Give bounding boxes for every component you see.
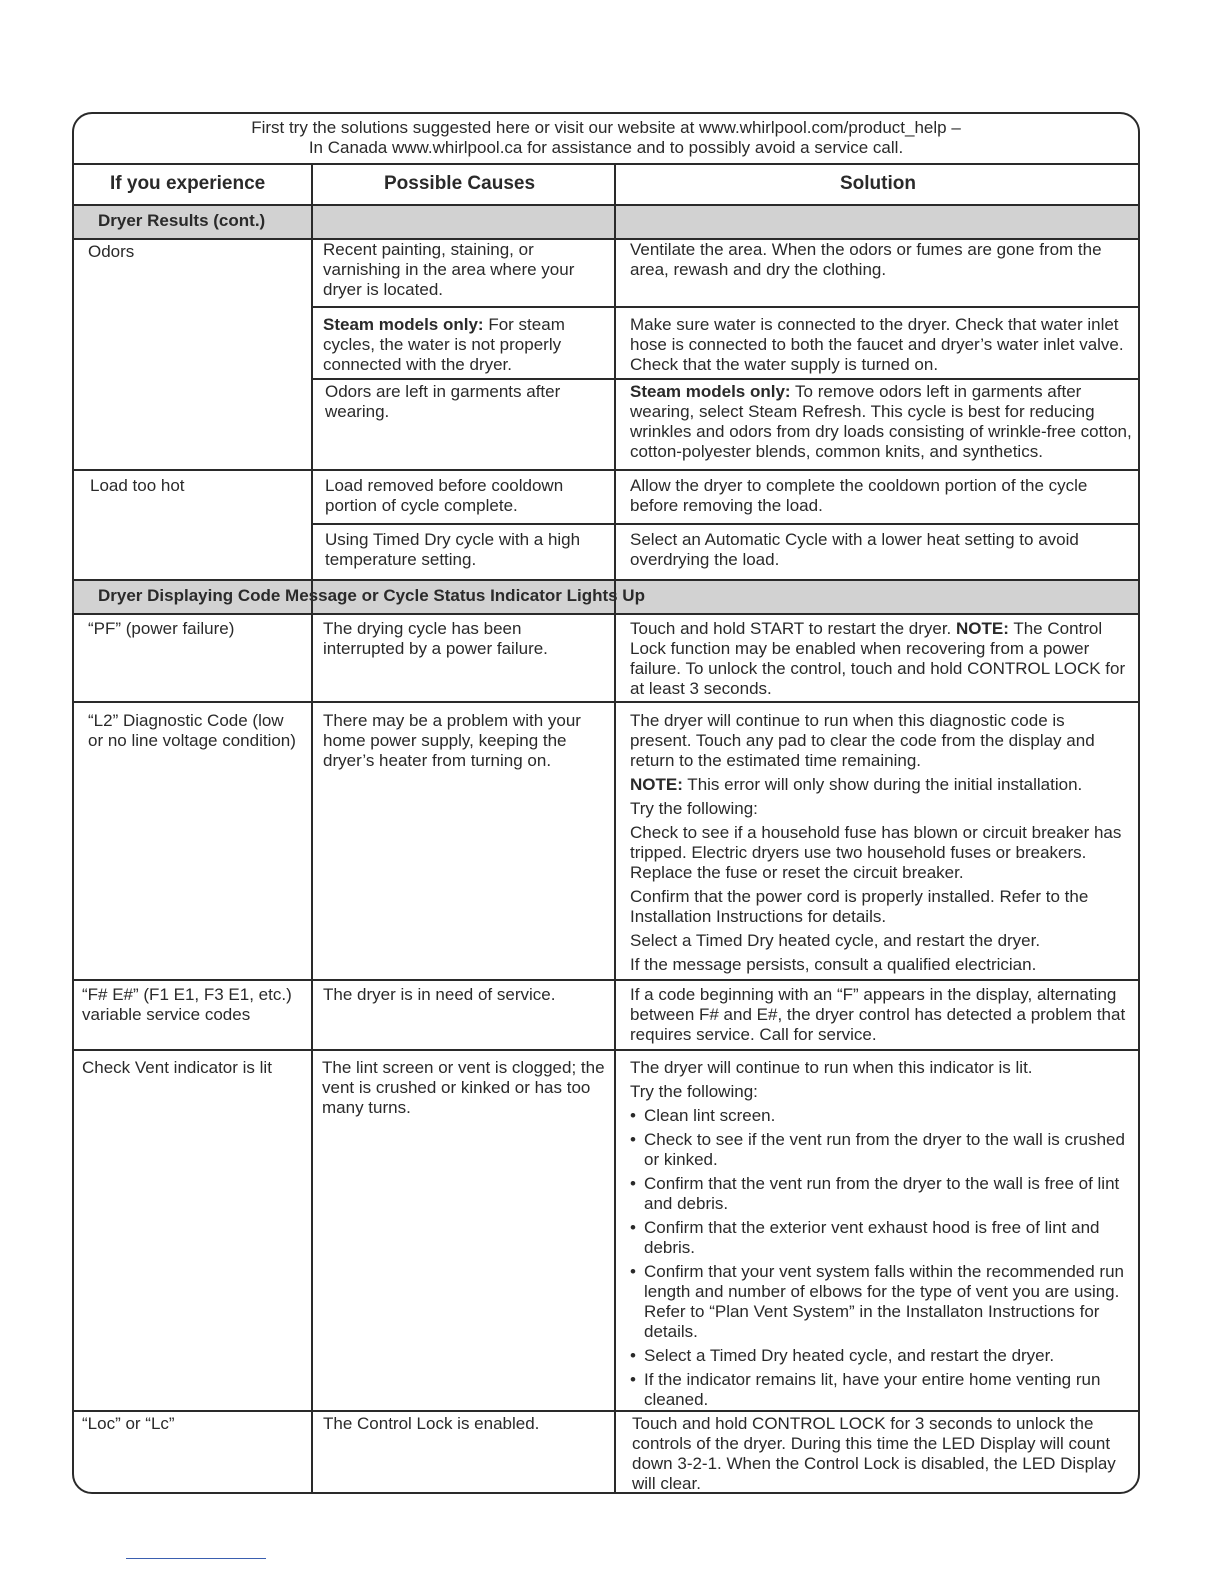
steam-models-label: Steam models only: xyxy=(323,315,484,334)
list-item: • Confirm that the vent run from the dryer to the wall is free of lint and debris. xyxy=(630,1174,1135,1214)
solution-paragraph: Try the following: xyxy=(630,799,758,818)
solution-text: The Control Lock function may be enabled when recovering from a power failure. To unlock the control, touch and hold CONTROL LOCK for at least 3 seconds. xyxy=(630,619,1126,698)
list-item: • Select a Timed Dry heated cycle, and restart the dryer. xyxy=(630,1346,1135,1366)
divider xyxy=(74,701,1138,703)
cause-pf: The drying cycle has been interrupted by a power failure. xyxy=(323,619,548,658)
cause-l2: There may be a problem with your home power supply, keeping the dryer’s heater from turning on. xyxy=(323,711,581,770)
solution-paragraph: Select a Timed Dry heated cycle, and restart the dryer. xyxy=(630,931,1041,950)
solution-service: If a code beginning with an “F” appears in the display, alternating between F# and E#, the dryer control has detected a problem that requires service. Call for service. xyxy=(630,985,1126,1044)
intro-line-1: First try the solutions suggested here or visit our website at www.whirlpool.com/product_help – xyxy=(251,118,961,137)
solution-odors-water: Make sure water is connected to the dryer. Check that water inlet hose is connected to both the faucet and dryer’s water inlet valve. Check that the water supply is turned on. xyxy=(630,315,1124,374)
steam-models-label: Steam models only: xyxy=(630,382,791,401)
list-item: • Confirm that the exterior vent exhaust hood is free of lint and debris. xyxy=(630,1218,1135,1258)
header-solution: Solution xyxy=(840,173,916,194)
header-causes: Possible Causes xyxy=(384,173,536,194)
divider xyxy=(311,378,1138,380)
experience-pf: “PF” (power failure) xyxy=(88,619,235,638)
list-item: • Confirm that your vent system falls within the recommended run length and number of elbows for the type of vent you are using. Refer to “Plan Vent System” in the Installaton Instructions for details. xyxy=(630,1262,1135,1342)
divider xyxy=(74,979,1138,981)
solution-note xyxy=(630,775,1130,795)
solution-pf xyxy=(630,619,1135,699)
cause-control-lock: The Control Lock is enabled. xyxy=(323,1414,540,1433)
solution-odors-ventilate: Ventilate the area. When the odors or fumes are gone from the area, rewash and dry the clothing. xyxy=(630,240,1102,279)
section-band-code-message xyxy=(74,579,1138,613)
solution-paragraph: The dryer will continue to run when this indicator is lit. xyxy=(630,1058,1033,1077)
cause-cooldown: Load removed before cooldown portion of cycle complete. xyxy=(325,476,564,515)
divider xyxy=(74,579,1138,581)
header-experience: If you experience xyxy=(110,173,266,194)
solution-paragraph: Confirm that the power cord is properly installed. Refer to the Installation Instructions for details. xyxy=(630,887,1089,926)
cause-odors-garments: Odors are left in garments after wearing. xyxy=(325,382,561,421)
section-title: Dryer Displaying Code Message or Cycle Status Indicator Lights Up xyxy=(98,586,645,605)
note-label: NOTE: xyxy=(630,775,683,794)
cause-text: For steam cycles, the water is not properly connected with the dryer. xyxy=(323,315,565,374)
section-title: Dryer Results (cont.) xyxy=(98,211,266,230)
divider xyxy=(74,613,1138,615)
divider xyxy=(74,163,1138,165)
solution-l2 xyxy=(630,711,1130,979)
cause-odors-painting: Recent painting, staining, or varnishing in the area where your dryer is located. xyxy=(323,240,575,299)
experience-l2: “L2” Diagnostic Code (low or no line voltage condition) xyxy=(88,711,296,750)
list-item: • Clean lint screen. xyxy=(630,1106,1135,1126)
solution-paragraph: If the message persists, consult a qualified electrician. xyxy=(630,955,1037,974)
solution-cooldown: Allow the dryer to complete the cooldown portion of the cycle before removing the load. xyxy=(630,476,1088,515)
divider xyxy=(311,523,1138,525)
divider xyxy=(74,204,1138,206)
experience-control-lock: “Loc” or “Lc” xyxy=(82,1414,175,1433)
experience-load-too-hot: Load too hot xyxy=(90,476,185,495)
solution-paragraph: Try the following: xyxy=(630,1082,758,1101)
solution-paragraph: The dryer will continue to run when this diagnostic code is present. Touch any pad to clear the code from the display and return to the estimated time remaining. xyxy=(630,711,1095,770)
solution-odors-steam-refresh xyxy=(630,382,1140,462)
list-item: • Check to see if the vent run from the dryer to the wall is crushed or kinked. xyxy=(630,1130,1135,1170)
solution-text: To remove odors left in garments after wearing, select Steam Refresh. This cycle is best for reducing wrinkles and odors from dry loads consisting of wrinkle-free cotton, cotton-polyester blends, common knits, and synthetics. xyxy=(630,382,1132,461)
experience-odors: Odors xyxy=(88,242,135,261)
footer-link-underline xyxy=(126,1558,266,1559)
column-divider xyxy=(614,163,616,1492)
cause-service: The dryer is in need of service. xyxy=(323,985,556,1004)
note-label: NOTE: xyxy=(956,619,1009,638)
experience-check-vent: Check Vent indicator is lit xyxy=(82,1058,272,1077)
note-text: This error will only show during the initial installation. xyxy=(682,775,1083,794)
cause-timed-dry: Using Timed Dry cycle with a high temperature setting. xyxy=(325,530,581,569)
divider xyxy=(74,469,1138,471)
solution-vent xyxy=(630,1058,1135,1414)
experience-service-codes: “F# E#” (F1 E1, F3 E1, etc.) variable service codes xyxy=(82,985,292,1024)
solution-paragraph: Check to see if a household fuse has blown or circuit breaker has tripped. Electric dryers use two household fuses or breakers. Replace the fuse or reset the circuit breaker. xyxy=(630,823,1122,882)
divider xyxy=(74,1049,1138,1051)
list-item: • If the indicator remains lit, have your entire home venting run cleaned. xyxy=(630,1370,1135,1410)
section-band-dryer-results xyxy=(74,204,1138,238)
divider xyxy=(311,306,1138,308)
solution-automatic-cycle: Select an Automatic Cycle with a lower heat setting to avoid overdrying the load. xyxy=(630,530,1079,569)
troubleshooting-table xyxy=(72,112,1140,1494)
intro-text xyxy=(74,118,1138,158)
solution-text: Touch and hold START to restart the dryer. xyxy=(630,619,957,638)
intro-line-2: In Canada www.whirlpool.ca for assistance and to possibly avoid a service call. xyxy=(308,138,904,157)
solution-control-lock: Touch and hold CONTROL LOCK for 3 seconds to unlock the controls of the dryer. During this time the LED Display will count down 3-2-1. When the Control Lock is disabled, the LED Display will clear. xyxy=(632,1414,1116,1493)
cause-vent: The lint screen or vent is clogged; the vent is crushed or kinked or has too many turns. xyxy=(322,1058,605,1117)
column-divider xyxy=(311,163,313,1492)
vent-steps-list xyxy=(630,1106,1135,1410)
cause-odors-steam-water xyxy=(323,315,603,375)
